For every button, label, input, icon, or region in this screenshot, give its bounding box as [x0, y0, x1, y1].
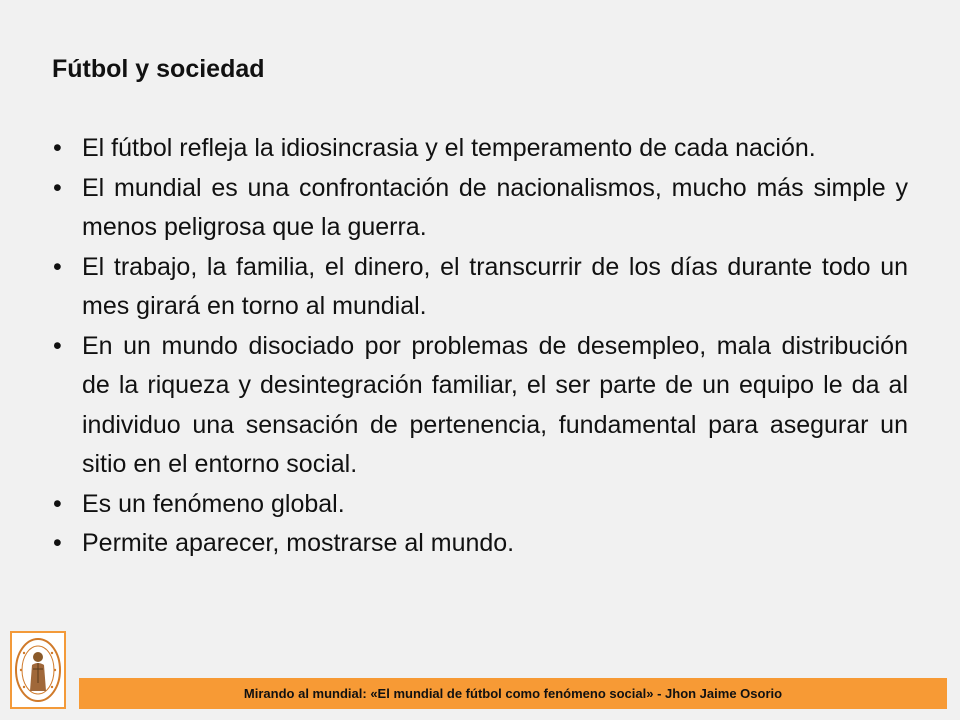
bullet-marker: •: [53, 173, 62, 202]
slide-title: Fútbol y sociedad: [52, 55, 265, 83]
bullet-text: Permite aparecer, mostrarse al mundo.: [82, 529, 515, 557]
bullet-item: [52, 248, 908, 327]
bullet-text: El fútbol refleja la idiosincrasia y el temperamento de cada nación.: [82, 134, 816, 162]
bullet-text: El mundial es una confrontación de nacionalismos, mucho más simple y menos peligrosa que la guerra.: [82, 173, 908, 241]
bullet-marker: •: [53, 489, 62, 518]
bullet-list: [52, 129, 908, 564]
bullet-item: [52, 485, 908, 525]
bullet-item: [52, 327, 908, 485]
bullet-item: [52, 524, 908, 564]
bullet-marker: •: [53, 252, 62, 281]
bullet-item: [52, 129, 908, 169]
bullet-text: En un mundo disociado por problemas de desempleo, mala distribución de la riqueza y desintegración familiar, el ser parte de un equipo le da al individuo una sensación de pertenencia, fundamental para asegurar un sitio en el entorno social.: [82, 331, 908, 478]
seal-graphic: [12, 633, 64, 707]
institution-seal-icon: [10, 631, 66, 709]
footer-text: Mirando al mundial: «El mundial de fútbol como fenómeno social» - Jhon Jaime Osorio: [243, 686, 783, 701]
bullet-text: Es un fenómeno global.: [82, 489, 345, 518]
footer-bar: [79, 678, 947, 709]
bullet-text: El trabajo, la familia, el dinero, el transcurrir de los días durante todo un mes girará en torno al mundial.: [82, 252, 908, 320]
bullet-marker: •: [53, 134, 62, 162]
bullet-item: [52, 169, 908, 248]
bullet-marker: •: [53, 331, 62, 360]
bullet-marker: •: [53, 529, 62, 557]
